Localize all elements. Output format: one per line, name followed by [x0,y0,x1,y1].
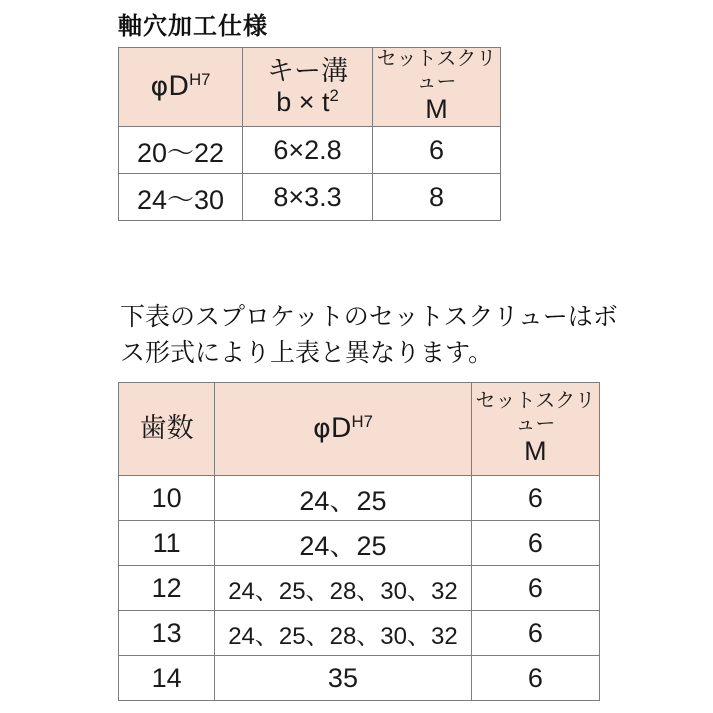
cell-set-screw: 6 [471,476,599,521]
cell-set-screw: 6 [373,127,501,174]
table-header-row [119,48,501,127]
header-bore-diameter [119,48,243,127]
cell-teeth-count: 10 [119,476,215,521]
table-row [119,174,501,221]
cell-bore-diameter: 24、25、28、30、32 [215,566,472,611]
cell-bore-diameter: 24、25 [215,521,472,566]
shaft-bore-spec-table-wrapper [118,47,501,221]
cell-keyway: 6×2.8 [243,127,373,174]
table-row [119,521,600,566]
header-bore-diameter-sup: H7 [351,412,373,432]
table-row [119,566,600,611]
sprocket-teeth-table-wrapper [118,382,600,701]
cell-teeth-count: 13 [119,611,215,656]
table-row [119,476,600,521]
cell-bore-diameter: 20〜22 [119,127,243,174]
cell-teeth-count: 14 [119,656,215,701]
header-keyway-formula: $b \times t^2$ [276,86,339,117]
header-bore-diameter-label: φD [312,413,352,445]
cell-set-screw: 6 [471,611,599,656]
table-row [119,611,600,656]
table-header-row [119,383,600,476]
cell-bore-diameter: 24、25 [215,476,472,521]
header-keyway-label: キー溝 [267,55,348,86]
header-keyway [243,48,373,127]
header-set-screw-symbol: M [524,436,547,467]
header-set-screw-label: セットスクリュー [475,390,596,436]
cell-set-screw: 8 [373,174,501,221]
header-bore-diameter-sup: H7 [189,70,211,90]
header-set-screw-label: セットスクリュー [376,48,497,94]
shaft-bore-spec-table [118,47,501,221]
header-bore-diameter [215,383,472,476]
header-set-screw-symbol: M [425,94,448,125]
cell-bore-diameter: 24〜30 [119,174,243,221]
page-title: 軸穴加工仕様 [118,13,268,40]
header-teeth-count: 歯数 [119,383,215,476]
header-bore-diameter-label: φD [150,71,190,103]
table-row [119,656,600,701]
cell-set-screw: 6 [471,566,599,611]
cell-bore-diameter: 35 [215,656,472,701]
cell-keyway: 8×3.3 [243,174,373,221]
table-row [119,127,501,174]
header-set-screw [471,383,599,476]
cell-bore-diameter: 24、25、28、30、32 [215,611,472,656]
cell-teeth-count: 11 [119,521,215,566]
cell-set-screw: 6 [471,521,599,566]
note-text: 下表のスプロケットのセットスクリューはボス形式により上表と異なります。 [120,303,618,367]
sprocket-teeth-table [118,382,600,701]
cell-set-screw: 6 [471,656,599,701]
cell-teeth-count: 12 [119,566,215,611]
header-set-screw [373,48,501,127]
